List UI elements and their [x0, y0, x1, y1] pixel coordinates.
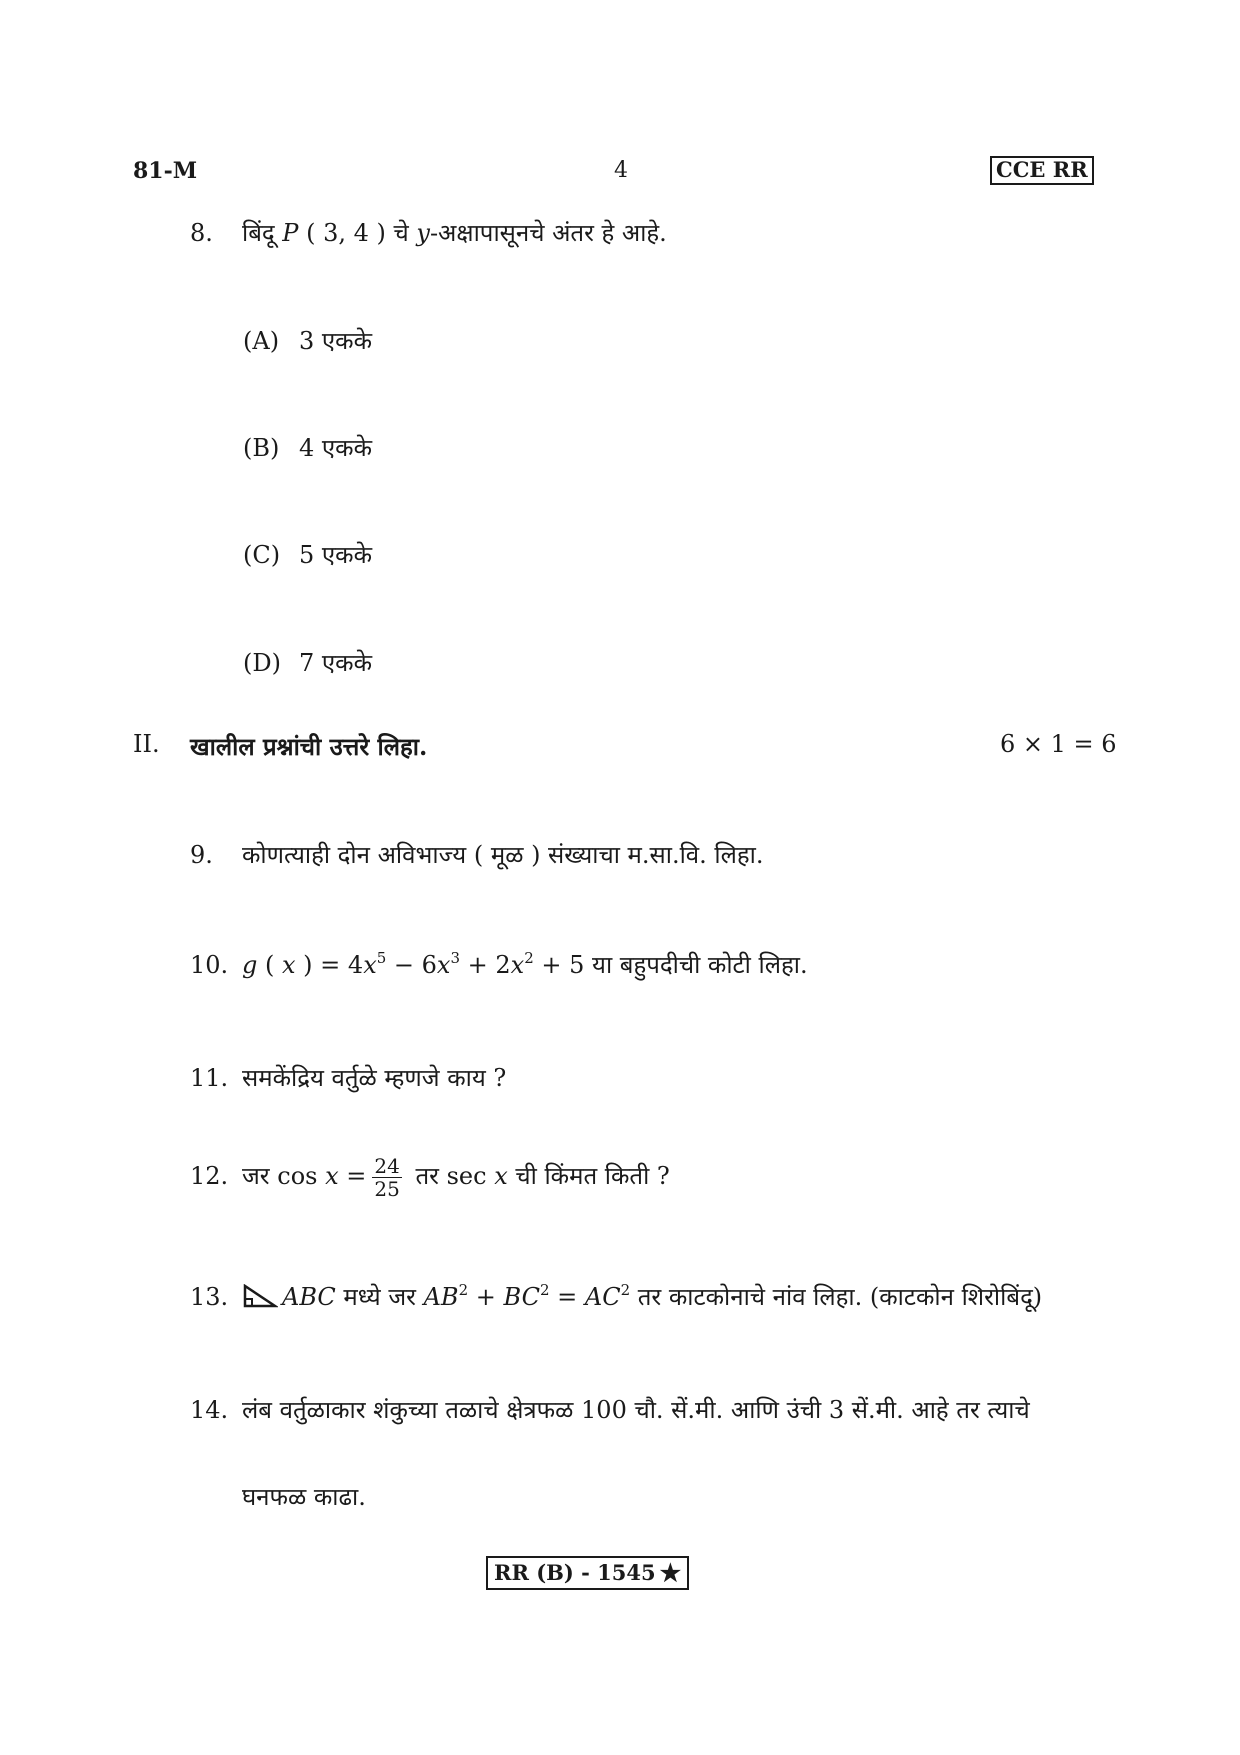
- question-13: [190, 1282, 1042, 1315]
- math-exponent: 3: [450, 949, 461, 967]
- question-text: ची किंमत किती ?: [507, 1162, 670, 1190]
- question-text: या बहुपदीची कोटी लिहा.: [584, 951, 808, 979]
- star-icon: ★: [659, 1558, 682, 1587]
- question-number: 14.: [190, 1396, 229, 1424]
- question-14-continued: [242, 1482, 366, 1512]
- question-text: तर sec: [407, 1162, 495, 1190]
- math-var: AB: [423, 1283, 459, 1311]
- math-var: x: [510, 951, 525, 979]
- question-text: बिंदू: [242, 219, 283, 247]
- option-a: [243, 326, 372, 356]
- math-text: + 2: [460, 951, 511, 979]
- option-d: [243, 648, 372, 678]
- series-badge: CCE RR: [990, 156, 1094, 185]
- math-text: ) = 4: [295, 951, 364, 979]
- math-text: +: [468, 1283, 504, 1311]
- math-text: =: [549, 1283, 585, 1311]
- option-letter: (D): [243, 649, 281, 677]
- question-12: [190, 1155, 670, 1200]
- math-exponent: 5: [376, 949, 387, 967]
- math-var: x: [282, 951, 296, 979]
- question-8: [190, 218, 667, 248]
- question-14: [190, 1395, 1030, 1425]
- math-var: AC: [584, 1283, 621, 1311]
- question-text: जर cos: [242, 1162, 326, 1190]
- fraction: [372, 1155, 401, 1200]
- math-var: g: [242, 951, 258, 979]
- section-title: खालील प्रश्नांची उत्तरे लिहा.: [190, 732, 428, 761]
- math-var: x: [363, 951, 377, 979]
- option-letter: (B): [243, 434, 280, 462]
- question-number: 11.: [190, 1064, 229, 1092]
- section-marks: 6 × 1 = 6: [1000, 730, 1117, 758]
- fraction-denominator: 25: [374, 1177, 400, 1201]
- option-letter: (C): [243, 541, 281, 569]
- math-text: + 5: [533, 951, 585, 979]
- question-10: [190, 950, 808, 980]
- option-text: 4 एकके: [299, 434, 373, 462]
- right-triangle-icon: [242, 1284, 278, 1315]
- option-letter: (A): [243, 327, 280, 355]
- question-text: समकेंद्रिय वर्तुळे म्हणजे काय ?: [242, 1064, 507, 1092]
- question-text: मध्ये जर: [335, 1283, 424, 1311]
- footer-code-badge: [486, 1556, 689, 1590]
- math-exponent: 2: [458, 1281, 469, 1299]
- option-b: [243, 433, 372, 463]
- option-text: 3 एकके: [299, 327, 373, 355]
- question-9: [190, 840, 764, 870]
- math-var: BC: [503, 1283, 540, 1311]
- math-var: x: [494, 1162, 508, 1190]
- math-var: x: [436, 951, 451, 979]
- page-number: 4: [614, 158, 628, 183]
- math-var: y: [416, 219, 430, 247]
- math-var: x: [325, 1162, 339, 1190]
- paper-code: 81-M: [133, 158, 198, 184]
- option-text: 5 एकके: [299, 541, 373, 569]
- question-text: घनफळ काढा.: [242, 1483, 366, 1511]
- math-exponent: 2: [539, 1281, 550, 1299]
- question-text: ( 3, 4 ) चे: [298, 219, 417, 247]
- question-number: 12.: [190, 1162, 229, 1190]
- math-text: =: [338, 1162, 367, 1190]
- section-number: II.: [133, 730, 160, 758]
- question-number: 9.: [190, 841, 213, 869]
- math-var: ABC: [282, 1283, 336, 1311]
- question-text: कोणत्याही दोन अविभाज्य ( मूळ ) संख्याचा म.सा.वि. लिहा.: [242, 841, 764, 869]
- math-exponent: 2: [524, 949, 534, 967]
- footer-code: RR (B) - 1545: [494, 1560, 656, 1585]
- question-text: -अक्षापासूनचे अंतर हे आहे.: [429, 219, 667, 247]
- question-number: 10.: [190, 951, 229, 979]
- option-c: [243, 540, 372, 570]
- question-number: 8.: [190, 219, 213, 247]
- math-text: − 6: [386, 951, 437, 979]
- question-11: [190, 1063, 506, 1093]
- math-text: (: [257, 951, 282, 979]
- question-text: तर काटकोनाचे नांव लिहा. (काटकोन शिरोबिंदू): [630, 1283, 1043, 1311]
- option-text: 7 एकके: [299, 649, 373, 677]
- math-exponent: 2: [620, 1281, 631, 1299]
- question-number: 13.: [190, 1283, 229, 1311]
- fraction-numerator: 24: [374, 1154, 400, 1178]
- math-var: P: [282, 219, 299, 247]
- question-text: लंब वर्तुळाकार शंकुच्या तळाचे क्षेत्रफळ 100 चौ. सें.मी. आणि उंची 3 सें.मी. आहे तर त्याचे: [242, 1396, 1030, 1424]
